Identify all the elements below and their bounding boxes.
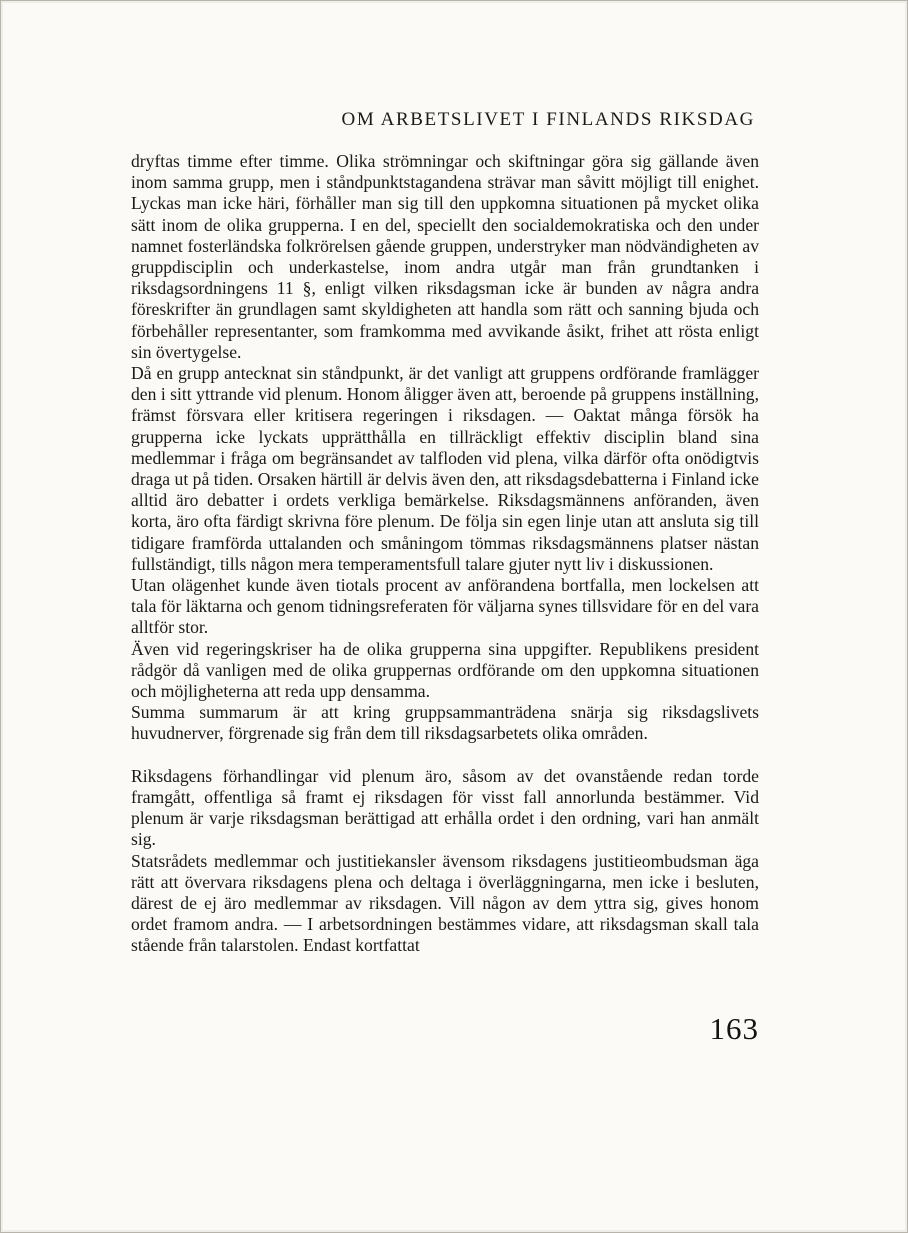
section-break <box>131 745 759 766</box>
paragraph: Statsrådets medlemmar och justitiekansler ävensom riksdagens justitieombudsman äga rätt att övervara riksdagens plena och deltaga i överläggningarna, men icke i besluten, därest de ej äro medlemmar av riksdagen. Vill någon av dem yttra sig, gives honom ordet framom andra. — I arbetsordningen bestämmes vidare, att riksdagsman skall tala stående från talarstolen. Endast kortfattat <box>131 850 759 956</box>
paragraph: Summa summarum är att kring gruppsammanträdena snärja sig riksdagslivets huvudnerver, förgrenade sig från dem till riksdagsarbetets olika områden. <box>131 702 759 744</box>
paragraph: dryftas timme efter timme. Olika strömningar och skiftningar göra sig gällande även inom samma grupp, men i ståndpunktstagandena strävar man såvitt möjligt till enighet. Lyckas man icke häri, förhåller man sig till den uppkomna situationen på mycket olika sätt inom de olika grupperna. I en del, speciellt den socialdemokratiska och den under namnet fosterländska folkrörelsen gående gruppen, understryker man nödvändigheten av gruppdisciplin och underkastelse, inom andra utgår man från grundtanken i riksdagsordningens 11 §, enligt vilken riksdagsman icke är bunden av några andra föreskrifter än grundlagen samt skyldigheten att handla som rätt och sanning bjuda och förbehåller representanter, som framkomma med avvikande åsikt, frihet att rösta enligt sin övertygelse. <box>131 151 759 362</box>
running-header: OM ARBETSLIVET I FINLANDS RIKSDAG <box>341 109 755 130</box>
paragraph: Då en grupp antecknat sin ståndpunkt, är det vanligt att gruppens ordförande framlägger den i sitt yttrande vid plenum. Honom åligger även att, beroende på gruppens inställning, främst försvara eller kritisera regeringen i riksdagen. — Oaktat många försök ha grupperna icke lyckats upprätthålla en tillräckligt effektiv disciplin bland sina medlemmar i fråga om begränsandet av talfloden vid plena, vilka därför ofta onödigtvis draga ut på tiden. Orsaken härtill är delvis även den, att riksdagsdebatterna i Finland icke alltid äro debatter i ordets verkliga bemärkelse. Riksdagsmännens anföranden, även korta, äro ofta färdigt skrivna före plenum. De följa sin egen linje utan att ansluta sig till tidigare framförda uttalanden och småningom tömmas riksdagsmännens platser nästan fullständigt, tills någon mera temperamentsfull talare gjuter nytt liv i diskussionen. <box>131 363 759 574</box>
paragraph: Även vid regeringskriser ha de olika grupperna sina uppgifter. Republikens president rådgör då vanligen med de olika gruppernas ordförande om den uppkomna situationen och möjligheterna att reda upp densamma. <box>131 638 759 702</box>
body-text <box>131 151 759 957</box>
paragraph: Riksdagens förhandlingar vid plenum äro, såsom av det ovanstående redan torde framgått, offentliga så framt ej riksdagen för visst fall annorlunda bestämmer. Vid plenum är varje riksdagsman berättigad att erhålla ordet i den ordning, vari han anmält sig. <box>131 765 759 850</box>
paragraph: Utan olägenhet kunde även tiotals procent av anförandena bortfalla, men lockelsen att tala för läktarna och genom tidningsreferaten för väljarna synes tillsvidare för en del vara alltför stor. <box>131 575 759 638</box>
page-number: 163 <box>709 1011 759 1046</box>
